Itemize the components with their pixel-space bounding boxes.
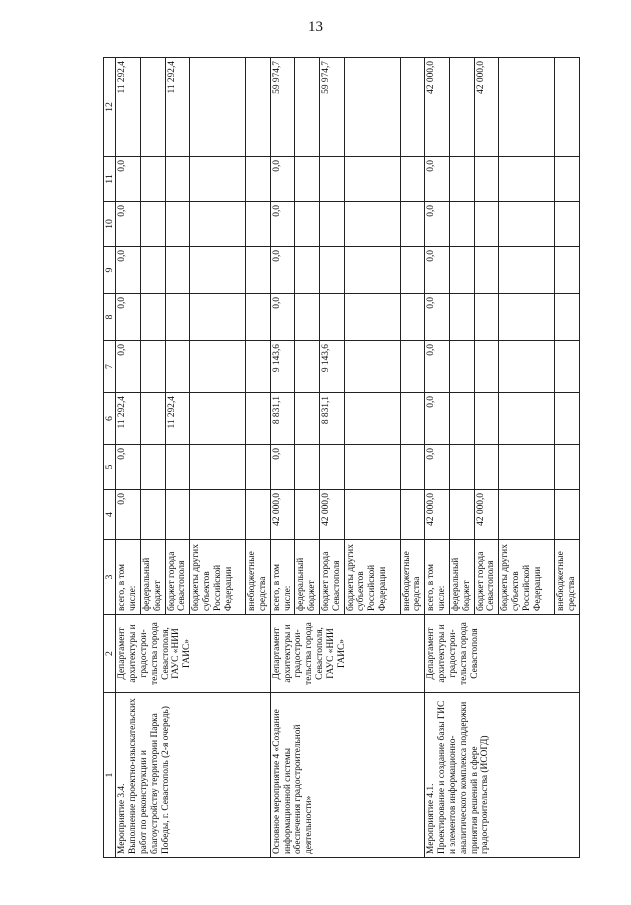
funding-source: бюджеты других субъектов Российской Федерации: [190, 540, 246, 615]
amount-cell: [295, 58, 320, 157]
amount-cell: 59 974,7: [320, 58, 345, 157]
amount-cell: [449, 294, 474, 341]
funding-source: всего, в том числе:: [116, 540, 141, 615]
amount-cell: [344, 247, 400, 294]
amount-cell: [555, 202, 580, 247]
funding-source: бюджеты других субъектов Российской Федерации: [344, 540, 400, 615]
amount-cell: [165, 247, 190, 294]
amount-cell: [190, 445, 246, 490]
amount-cell: 11 292,4: [116, 393, 141, 445]
amount-cell: [140, 157, 165, 202]
amount-cell: [190, 294, 246, 341]
amount-cell: 0,0: [425, 157, 450, 202]
amount-cell: 42 000,0: [474, 58, 499, 157]
block-total-row: [270, 58, 295, 858]
amount-cell: 9 143,6: [270, 341, 295, 393]
amount-cell: [499, 247, 555, 294]
amount-cell: [555, 157, 580, 202]
amount-cell: 0,0: [116, 445, 141, 490]
amount-cell: [190, 341, 246, 393]
amount-cell: [499, 202, 555, 247]
funding-source: бюджет города Севастополя: [474, 540, 499, 615]
amount-cell: [449, 341, 474, 393]
amount-cell: [140, 490, 165, 540]
amount-cell: [246, 157, 271, 202]
amount-cell: [400, 294, 425, 341]
amount-cell: 0,0: [425, 393, 450, 445]
amount-cell: [140, 247, 165, 294]
amount-cell: 9 143,6: [320, 341, 345, 393]
amount-cell: [246, 445, 271, 490]
amount-cell: 0,0: [116, 157, 141, 202]
column-header: 9: [104, 247, 116, 294]
amount-cell: [246, 490, 271, 540]
amount-cell: [320, 445, 345, 490]
amount-cell: [190, 247, 246, 294]
amount-cell: 0,0: [116, 294, 141, 341]
amount-cell: [499, 58, 555, 157]
amount-cell: 0,0: [425, 247, 450, 294]
amount-cell: 0,0: [425, 445, 450, 490]
amount-cell: [320, 247, 345, 294]
amount-cell: [474, 393, 499, 445]
amount-cell: [400, 58, 425, 157]
funding-source: всего, в том числе:: [270, 540, 295, 615]
amount-cell: 0,0: [116, 490, 141, 540]
activity-name: Мероприятие 3.4. Выполнение проектно-изыскательских работ по реконструкции и благоустройству территории Парка Победы, г. Севастополь (2-я очередь): [116, 693, 271, 858]
amount-cell: 8 831,1: [320, 393, 345, 445]
amount-cell: [246, 393, 271, 445]
amount-cell: [140, 341, 165, 393]
amount-cell: [140, 445, 165, 490]
amount-cell: 0,0: [270, 294, 295, 341]
amount-cell: 0,0: [425, 294, 450, 341]
amount-cell: [474, 247, 499, 294]
amount-cell: [165, 341, 190, 393]
amount-cell: 0,0: [116, 247, 141, 294]
amount-cell: [295, 393, 320, 445]
amount-cell: [295, 247, 320, 294]
amount-cell: [400, 490, 425, 540]
amount-cell: [499, 490, 555, 540]
amount-cell: [555, 58, 580, 157]
amount-cell: [555, 341, 580, 393]
amount-cell: [400, 202, 425, 247]
amount-cell: [400, 393, 425, 445]
column-header: 12: [104, 58, 116, 157]
amount-cell: [320, 294, 345, 341]
amount-cell: [344, 294, 400, 341]
executor-name: Департамент архитектуры и градострои-тельства города Севастополя, ГАУС «НИИ ГАИС»: [116, 615, 271, 693]
amount-cell: [140, 393, 165, 445]
amount-cell: [246, 58, 271, 157]
page-number: 13: [308, 19, 323, 35]
amount-cell: [555, 247, 580, 294]
amount-cell: [449, 445, 474, 490]
column-header: 7: [104, 341, 116, 393]
amount-cell: [499, 157, 555, 202]
amount-cell: [165, 445, 190, 490]
amount-cell: [555, 393, 580, 445]
funding-source: федеральный бюджет: [140, 540, 165, 615]
amount-cell: 0,0: [425, 341, 450, 393]
column-header: 6: [104, 393, 116, 445]
rotated-table-container: [103, 58, 577, 858]
funding-source: бюджет города Севастополя: [320, 540, 345, 615]
amount-cell: [344, 490, 400, 540]
amount-cell: [344, 202, 400, 247]
executor-name: Департамент архитектуры и градострои-тельства города Севастополя, ГАУС «НИИ ГАИС»: [270, 615, 425, 693]
amount-cell: 11 292,4: [165, 393, 190, 445]
funding-source: внебюджетные средства: [246, 540, 271, 615]
amount-cell: [449, 393, 474, 445]
amount-cell: [320, 157, 345, 202]
amount-cell: [449, 202, 474, 247]
amount-cell: [499, 341, 555, 393]
funding-source: бюджеты других субъектов Российской Федерации: [499, 540, 555, 615]
amount-cell: [295, 294, 320, 341]
amount-cell: [400, 247, 425, 294]
column-header: 5: [104, 445, 116, 490]
amount-cell: [295, 490, 320, 540]
amount-cell: [190, 157, 246, 202]
column-header: 11: [104, 157, 116, 202]
amount-cell: [295, 157, 320, 202]
amount-cell: 42 000,0: [270, 490, 295, 540]
amount-cell: 59 974,7: [270, 58, 295, 157]
amount-cell: 0,0: [270, 247, 295, 294]
amount-cell: [190, 58, 246, 157]
amount-cell: 11 292,4: [165, 58, 190, 157]
amount-cell: [474, 341, 499, 393]
amount-cell: [555, 490, 580, 540]
amount-cell: [474, 202, 499, 247]
amount-cell: [295, 341, 320, 393]
amount-cell: [246, 247, 271, 294]
amount-cell: [190, 490, 246, 540]
block-total-row: [116, 58, 141, 858]
amount-cell: [295, 445, 320, 490]
amount-cell: 0,0: [270, 157, 295, 202]
amount-cell: [165, 157, 190, 202]
amount-cell: [190, 393, 246, 445]
column-header: 3: [104, 540, 116, 615]
block-total-row: [425, 58, 450, 858]
amount-cell: 42 000,0: [474, 490, 499, 540]
amount-cell: [400, 157, 425, 202]
amount-cell: 0,0: [270, 445, 295, 490]
table-body: [104, 58, 580, 858]
executor-name: Департамент архитектуры и градострои-тельства города Севастополя: [425, 615, 580, 693]
amount-cell: [246, 294, 271, 341]
amount-cell: [320, 202, 345, 247]
budget-table: [103, 57, 580, 858]
amount-cell: [344, 157, 400, 202]
funding-source: бюджет города Севастополя: [165, 540, 190, 615]
funding-source: федеральный бюджет: [295, 540, 320, 615]
column-header: 2: [104, 615, 116, 693]
amount-cell: [499, 445, 555, 490]
amount-cell: 42 000,0: [320, 490, 345, 540]
amount-cell: [449, 490, 474, 540]
column-header: 1: [104, 693, 116, 858]
column-header: 10: [104, 202, 116, 247]
amount-cell: [474, 294, 499, 341]
amount-cell: 0,0: [425, 202, 450, 247]
column-header: 8: [104, 294, 116, 341]
amount-cell: [140, 202, 165, 247]
activity-name: Мероприятие 4.1. Проектирование и создание базы ГИС и элементов информационно-аналитического комплекса поддержки принятия решений в сфере градостроительства (ИСОГД): [425, 693, 580, 858]
amount-cell: [140, 294, 165, 341]
amount-cell: [499, 294, 555, 341]
activity-name: Основное мероприятие 4 «Создание информационной системы обеспечения градостроительной деятельности»: [270, 693, 425, 858]
amount-cell: [449, 157, 474, 202]
funding-source: всего, в том числе:: [425, 540, 450, 615]
amount-cell: [344, 58, 400, 157]
table-header-row: [104, 58, 116, 858]
amount-cell: [246, 341, 271, 393]
funding-source: внебюджетные средства: [555, 540, 580, 615]
amount-cell: [140, 58, 165, 157]
amount-cell: [400, 341, 425, 393]
amount-cell: [246, 202, 271, 247]
amount-cell: 0,0: [116, 202, 141, 247]
amount-cell: [165, 294, 190, 341]
funding-source: внебюджетные средства: [400, 540, 425, 615]
column-header: 4: [104, 490, 116, 540]
amount-cell: 0,0: [116, 341, 141, 393]
amount-cell: 42 000,0: [425, 58, 450, 157]
amount-cell: 42 000,0: [425, 490, 450, 540]
amount-cell: [449, 247, 474, 294]
amount-cell: 11 292,4: [116, 58, 141, 157]
amount-cell: [344, 393, 400, 445]
amount-cell: [165, 202, 190, 247]
amount-cell: [499, 393, 555, 445]
amount-cell: [344, 445, 400, 490]
amount-cell: [474, 157, 499, 202]
amount-cell: [400, 445, 425, 490]
amount-cell: [165, 490, 190, 540]
amount-cell: [555, 294, 580, 341]
funding-source: федеральный бюджет: [449, 540, 474, 615]
amount-cell: [344, 341, 400, 393]
amount-cell: [449, 58, 474, 157]
amount-cell: 8 831,1: [270, 393, 295, 445]
amount-cell: [295, 202, 320, 247]
amount-cell: [474, 445, 499, 490]
amount-cell: [555, 445, 580, 490]
amount-cell: [190, 202, 246, 247]
amount-cell: 0,0: [270, 202, 295, 247]
